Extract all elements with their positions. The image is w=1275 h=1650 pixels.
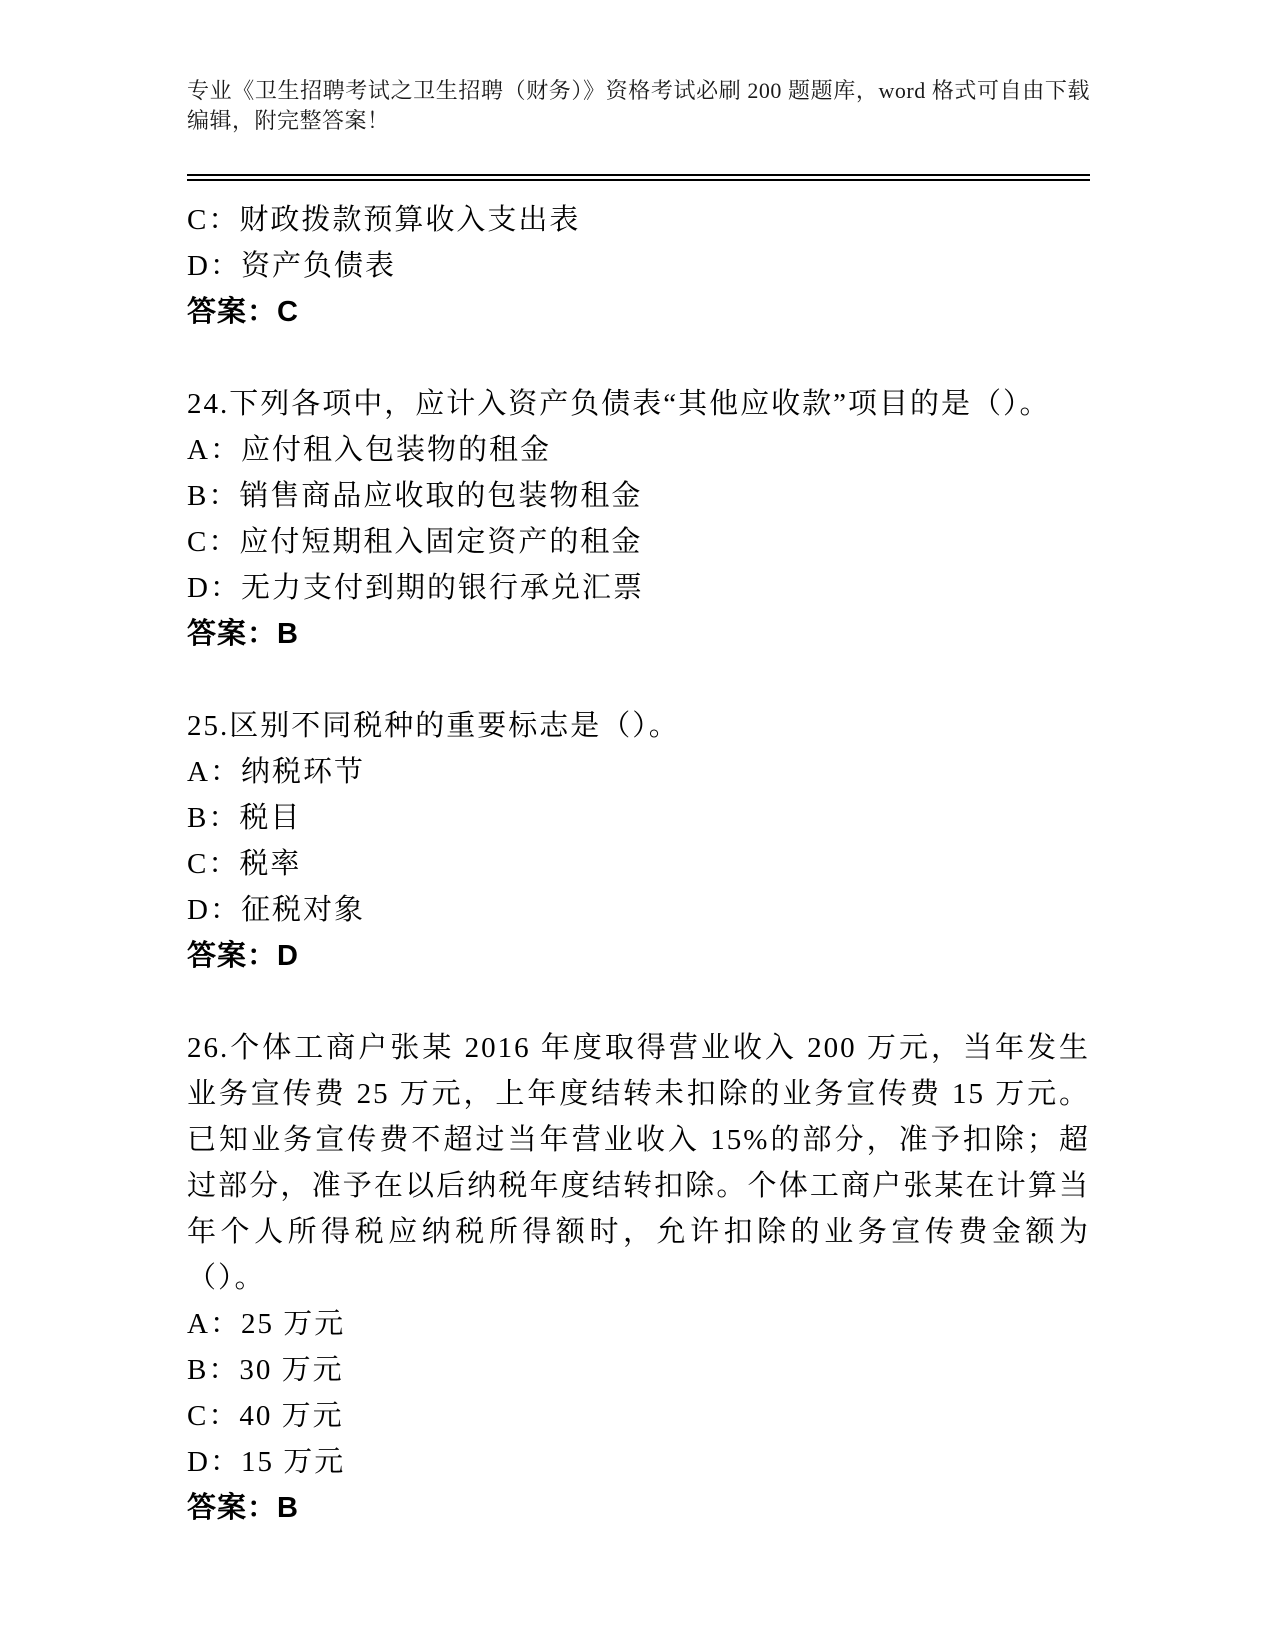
- option-line-c: C：应付短期租入固定资产的租金: [187, 526, 643, 558]
- document-body: [187, 197, 1090, 1531]
- header-divider-double-line: [187, 174, 1090, 181]
- answer-line: 答案：D: [187, 940, 299, 972]
- answer-line: 答案：B: [187, 1492, 299, 1524]
- question-text: 25.区别不同税种的重要标志是（）。: [187, 710, 680, 742]
- option-line-a: A：25 万元: [187, 1308, 346, 1340]
- option-line-d: D：资产负债表: [187, 250, 396, 282]
- question-text: 24.下列各项中，应计入资产负债表“其他应收款”项目的是（）。: [187, 388, 1051, 420]
- document-header-text: 专业《卫生招聘考试之卫生招聘（财务）》资格考试必刷 200 题题库，word 格式可自由下载编辑，附完整答案！: [187, 78, 1090, 133]
- answer-line: 答案：B: [187, 618, 299, 650]
- option-line-d: D：无力支付到期的银行承兑汇票: [187, 572, 644, 604]
- question-block-partial: [187, 197, 1090, 335]
- option-line-c: C：税率: [187, 848, 302, 880]
- option-line-a: A：应付租入包装物的租金: [187, 434, 551, 466]
- option-line-d: D：15 万元: [187, 1446, 346, 1478]
- option-line-c: C：40 万元: [187, 1400, 344, 1432]
- option-line-c: C：财政拨款预算收入支出表: [187, 204, 581, 236]
- question-block-25: [187, 703, 1090, 979]
- answer-line: 答案：C: [187, 296, 299, 328]
- option-line-b: B：税目: [187, 802, 302, 834]
- option-line-b: B：30 万元: [187, 1354, 344, 1386]
- question-block-24: [187, 381, 1090, 657]
- question-text: 26.个体工商户张某 2016 年度取得营业收入 200 万元，当年发生业务宣传费 25 万元，上年度结转未扣除的业务宣传费 15 万元。已知业务宣传费不超过当年营业收入 15%的部分，准予扣除；超过部分，准予在以后纳税年度结转扣除。个体工商户张某在计算当年个人所得税应纳税所得额时，允许扣除的业务宣传费金额为（）。: [187, 1032, 1090, 1294]
- option-line-a: A：纳税环节: [187, 756, 365, 788]
- option-line-d: D：征税对象: [187, 894, 365, 926]
- option-line-b: B：销售商品应收取的包装物租金: [187, 480, 643, 512]
- question-block-26: [187, 1025, 1090, 1531]
